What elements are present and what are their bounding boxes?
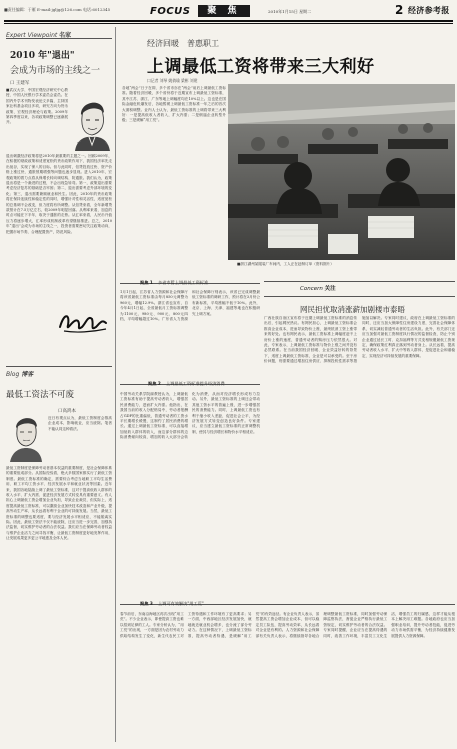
- page-number: 2: [395, 3, 404, 17]
- expert-bio: ■武汉大学、中国宏观经济研究中心教授、中国人民银行学术委员会委员。在国内外学术刊物发表论文多篇，主持国家社科基金项目多项，研究方向为货币政策、宏观经济理论与政策。2009年第四季度以来，各项政策调整已逐渐展开。: [6, 88, 68, 125]
- blog-title: 最低工资法不可废: [6, 390, 75, 400]
- concern-label-en: Concern: [300, 286, 323, 292]
- concern-label: [300, 284, 336, 292]
- concern-header-box: [264, 281, 455, 297]
- concern-title: 网民担忧取消涨薪加剧楼市泰晤: [300, 305, 405, 314]
- section1-body: 1月1日起，江苏省人力资源和社会保障厅将该省最低工资标准由每月850元调整为960元，增幅12.9%。浙江省也宣布，自今年4月1日起，全省最低月工资标准调整为1100元、980元、900元、800元四档，平均增幅超过10%。广东省人力资源和社会保障厅则表示，该省已完成调整最低工资标准的调研工作，预计将在3月份公布新标准，平均涨幅不低于10%。此外，北京、上海、天津、福建等地也在积极研究上调方案。: [120, 290, 260, 322]
- main-headline: 上调最低工资将带来三大利好: [147, 57, 375, 77]
- section-label: 聚 焦: [198, 5, 250, 17]
- expert-article-body: 退出刺激经济政策将是2010年最重要的主题之一。回顾2009年，在积极的财政政策和适度宽松的货币政策作用下，我国经济率先走出低谷，实现了保八的目标。但与此同时，信贷投放过快、资产价格上涨过快、通胀预期增强等问题也逐步显现。进入2010年，宏观政策的着力点将从保增长转向调结构、防通胀。我们认为，政策退出将是一个渐进的过程，不会出现急转弯。第一，政策退出需要考虑经济复苏的基础是否牢固；第二，退出需要考虑外部环境的变化；第三，退出需要兼顾就业和民生。因此，2010年的货币政策将在保持连续性和稳定性的同时，增强针对性和灵活性，适度宽松的总基调不会改变，但力度将有所调整。从信贷来看，全年新增贷款预计在7.5万亿左右，较2009年明显回落。从利率来看，加息的时点可能在下半年，取决于通胀的走势。从汇率来看，人民币升值压力将逐步增大，汇率形成机制改革有望继续推进。总之，2010年“退出”会成为市场的主线之一，投资者需要密切关注政策动向，把握市场节奏，合理配置资产，防范风险。: [6, 154, 112, 234]
- focus-label: FOCUS: [150, 6, 191, 17]
- expert-author: 口 王建军: [10, 81, 30, 86]
- photo-caption: ■浙江湖州某服装厂车间内，工人正在赶制订单（资料图片）: [237, 262, 334, 266]
- concern-label-cn: 关注: [324, 286, 336, 292]
- blog-intro: 近日有观点认为，最低工资制度会推高企业成本，影响就业，应当废除。笔者不能认同这种看法。: [48, 416, 112, 431]
- main-byline: 口记者 刘琴 姚倩瑜 梁彬 刘建: [147, 78, 198, 83]
- concern-body: 广西壮族自治区宣布将于近期上调最低工资标准的消息传出后，引起网民热议。有网民担心，上调最低工资标准会推高企业成本，进而导致物价上涨，最终抵消工资上涨带来的好处。也有网民表示，最低工资标准上调幅度赶不上房价上涨的速度，普通劳动者的购房压力依然很大。对此，专家表示，上调最低工资标准与物价上涨之间并没有必然联系。在当前我国经济回暖、企业效益好转的背景下，适度上调最低工资标准，企业是可以承受的。至于房价问题，则需要通过增加住房供应、抑制投机性需求等措施加以解决。专家同时建议，政府在上调最低工资标准的同时，还应当加大保障性住房建设力度，完善社会保障体系，切实减轻普通劳动者的生活负担。此外，有关部门还应当加强对最低工资制度执行情况的监督检查，防止个别企业通过延长工时、克扣福利等方式变相规避最低工资规定，确保政策红利真正落到劳动者身上。从长远看，提高劳动者收入水平、扩大中等收入群体，是促进社会和谐稳定、实现经济可持续发展的重要保障。: [264, 316, 455, 364]
- column-divider: [115, 27, 116, 742]
- factory-workers-photo: [228, 84, 455, 260]
- header-rule: [4, 20, 453, 22]
- expert-label-cn: 名家: [59, 32, 72, 39]
- section-rule: [6, 38, 112, 39]
- blog-article-body: 最低工资制度是保障劳动者基本权益的重要制度，是社会保障体系的重要组成部分。从国际经验看，绝大多数国家都实行了最低工资制度。最低工资标准的确定，需要综合考虑当地职工平均生活费用、职工平均工资水平、经济发展水平和就业状况等因素。近年来，我国各地陆续上调了最低工资标准，这对于提高低收入群体的收入水平、扩大内需、促进经济发展方式转变具有重要意义。有人担心上调最低工资会增加企业负担，导致企业裁员，但实际上，适度提高最低工资标准，可以激励企业加快技术改造和产业升级，提高劳动生产率，从长远看有利于企业的可持续发展。当然，最低工资标准的调整也要适度，要与经济发展水平相适应，不能脱离实际。因此，最低工资法不仅不能废除，还应当进一步完善，加强执法监督，切实维护劳动者的合法权益。我们应当在保障劳动者权益与维护企业活力之间寻找平衡，让最低工资制度更好地发挥作用，让发展成果更多更公平地惠及全体人民。: [6, 466, 112, 541]
- issue-date: 2010年1月15日 星期二: [268, 9, 312, 14]
- section2-title: 上调最低工资标准提升经济消费: [166, 381, 225, 386]
- blog-author: 口高鸿本: [58, 409, 76, 414]
- blog-label-cn: 博客: [21, 371, 34, 378]
- header-rule-thin: [4, 23, 453, 24]
- blog-author-portrait: [8, 412, 44, 462]
- blog-label: [6, 369, 33, 378]
- section2-body: 中国劳动关系学院副教授认为，上调最低工资标准有助于提高劳动者收入，增强居民消费能力，进而扩大内需。他指出，在我国当前的收入分配格局中，劳动者报酬占GDP的比重偏低，普通劳动者的工资水平长期增长缓慢，这制约了居民消费的增长。通过上调最低工资标准，可以直接增加低收入群体的收入，而这部分群体的边际消费倾向较高，增加的收入大部分会转化为消费，从而对经济增长形成有力拉动。另外，最低工资标准的上调还会带动其他工资水平的普遍上涨，进一步增强居民的消费能力。同时，上调最低工资也有利于缩小收入差距，促进社会公平，为经济发展方式转变创造良好条件。专家建议，应当建立最低工资标准的正常调整机制，使其与经济增长和物价水平相适应。: [120, 392, 260, 440]
- main-kicker: 经济回暖 普惠职工: [147, 39, 219, 48]
- section3-number: 聚焦 3: [140, 601, 153, 606]
- blog-label-en: Blog: [6, 371, 20, 378]
- expert-title-line2: 会成为市场的主线之一: [10, 66, 101, 76]
- section3-title: 上调可有效解决"用工荒": [158, 601, 204, 606]
- author-signature-image: [56, 307, 111, 337]
- section2-number: 聚焦 2: [148, 381, 161, 386]
- editor-info: ■责任编辑：于雁 E-mail:jgljg@126.com 电话:6012345: [4, 7, 111, 12]
- section1-number: 聚焦 1: [140, 280, 153, 285]
- expert-title-line1: 2010 年"退出": [10, 51, 75, 61]
- main-lead-text: 各地“两会”日子在即，多个省市亦在“两会”前后上调最低工资标准。随着经济回暖，多个省份将于近期宣布上调最低工资标准，其中江苏、浙江、广东等地上调幅度均在10%以上。这也是在国际金融危机爆发后，各地暂缓上调最低工资标准一年之后的首次大面积调整。业内人士认为，最低工资标准的上调将带来三大利好：一是提高低收入者收入，扩大内需；二是倒逼企业转型升级；三是缓解“用工荒”。: [122, 86, 226, 123]
- section3-body: 春节前后，东南沿海地区再次出现“用工荒”。不少企业表示，即使提高工资也难以招到足够的工人。专家分析认为，“用工荒”的出现，一方面是因为农村劳动力供给结构发生了变化，新生代农民工对工资待遇和工作环境有了更高要求；另一方面，中西部地区经济发展加快，就地就近就业机会增多，也分流了部分劳动力。在这种情况下，上调最低工资标准，提高劳动者待遇，是缓解“用工荒”的有效途径。有企业负责人表示，虽然提高工资会增加企业成本，但可以稳定员工队伍，提高劳动效率，从长远看对企业是有利的。人力资源和社会保障部有关负责人表示，将继续指导各地合理调整最低工资标准，同时加强劳动保障监察执法，督促企业严格执行最低工资规定，切实维护劳动者的合法权益。专家同时提醒，企业应当在提高待遇的同时，改善工作环境，丰富员工文化生活，增强员工的归属感，这样才能从根本上解决用工难题。各地政府也应当加强职业培训，提升劳动者技能，促进劳动力市场供需平衡，为经济持续健康发展提供人力资源保障。: [120, 612, 455, 638]
- section1-title: 多省市暂上调最低工资标准: [158, 280, 209, 285]
- masthead-logo: 经济参考报: [408, 5, 450, 15]
- section-rule: [6, 366, 112, 367]
- expert-portrait-sketch: [72, 95, 112, 151]
- expert-label-en: Expert Viewpoint: [6, 32, 58, 39]
